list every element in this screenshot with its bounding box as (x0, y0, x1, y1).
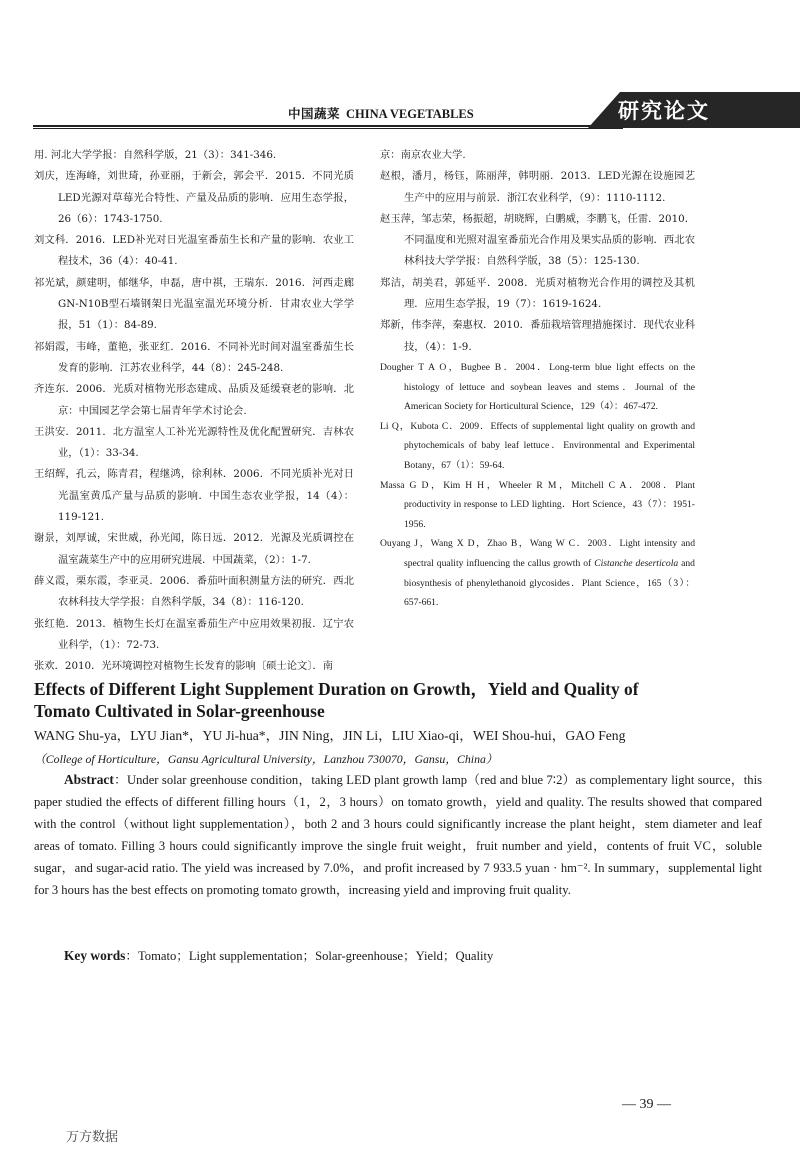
journal-name-en: CHINA VEGETABLES (346, 107, 474, 121)
abstract-text: ：Under solar greenhouse condition，taking LED plant growth lamp（red and blue 7∶2）as complementary light source，this paper studied the effects of different filling hours（1，2，3 hours）on tomato growth，yield and quality. The results showed that compared with the control（without light supplementation），both 2 and 3 hours could significantly increase the plant height，stem diameter and leaf areas of tomato. Filling 3 hours could significantly improve the single fruit weight，fruit number and yield，contents of fruit VC，soluble sugar，and sugar-acid ratio. The yield was increased by 7.0%，and profit increased by 7 933.5 yuan · hm⁻². In summary，supplemental light for 3 hours has the best effects on promoting tomato growth，increasing yield and improving fruit quality. (34, 773, 762, 897)
affiliation: （College of Horticulture，Gansu Agricultural University，Lanzhou 730070，Gansu，China） (34, 752, 498, 766)
header-rule-thin (33, 128, 623, 129)
reference-item: 刘庆，连海峰，刘世琦，孙亚丽，于新会，郭会平．2015．不同光质LED光源对草莓光合特性、产量及品质的影响．应用生态学报，26（6）：1743-1750. (34, 170, 354, 225)
reference-item: 赵根，潘月，杨钰，陈丽萍，韩明丽．2013．LED光源在设施园艺生产中的应用与前景．浙江农业科学，（9）：1110-1112. (380, 170, 695, 204)
references-left-column (34, 145, 354, 677)
reference-item: 齐连东．2006．光质对植物光形态建成、品质及延缓衰老的影响．北京：中国园艺学会第七届青年学术讨论会. (34, 383, 354, 417)
header-rule (33, 125, 623, 127)
reference-item: 京：南京农业大学. (380, 149, 466, 161)
reference-item: 刘文科．2016．LED补光对日光温室番茄生长和产量的影响．农业工程技术，36（4）：40-41. (34, 234, 354, 268)
reference-item: Dougher T A O，Bugbee B．2004．Long-term blue light effects on the histology of lettuce and soybean leaves and stems．Journal of the American Society for Horticultural Science，129（4）：467-472. (380, 361, 695, 413)
abstract (34, 769, 762, 901)
reference-item: 张欢．2010．光环境调控对植物生长发育的影响〔硕士论文〕．南 (34, 660, 334, 673)
reference-item: 张红艳．2013．植物生长灯在温室番茄生产中应用效果初报．辽宁农业科学，（1）：72-73. (34, 617, 354, 651)
watermark: 万方数据 (66, 1130, 119, 1145)
reference-text: and biosynthesis of phenylethanoid glycosides．Plant Science，165（3）：657-661. (404, 557, 695, 609)
reference-item: 谢景，刘厚诚，宋世威，孙光闻，陈日远．2012．光源及光质调控在温室蔬菜生产中的应用研究进展．中国蔬菜，（2）：1-7. (34, 532, 354, 566)
authors: WANG Shu-ya，LYU Jian*，YU Ji-hua*，JIN Ning，JIN Li，LIU Xiao-qi，WEI Shou-hui，GAO Feng (34, 728, 626, 743)
keywords-text: ：Tomato；Light supplementation；Solar-greenhouse；Yield；Quality (125, 949, 494, 963)
reference-item: Li Q，Kubota C．2009．Effects of supplemental light quality on growth and phytochemicals of baby leaf lettuce．Environmental and Experimental Botany，67（1）：59-64. (380, 420, 695, 471)
keywords-label: Key words (64, 948, 126, 963)
reference-item: 用. 河北大学学报：自然科学版，21（3）：341-346. (34, 149, 277, 161)
reference-item: 薛义霞，栗东霞，李亚灵．2006．番茄叶面积测量方法的研究．西北农林科技大学学报：自然科学版，34（8）：116-120. (34, 574, 354, 609)
abstract-label: Abstract (64, 772, 114, 787)
reference-item: 郑新，伟李萍，秦惠权．2010．番茄栽培管理措施探讨．现代农业科技，（4）：1-9. (380, 319, 695, 353)
reference-item: 祁光斌，颜建明，郁继华，申磊，唐中祺，王瑞东．2016．河西走廊GN-N10B型石墙钢架日光温室温光环境分析．甘肃农业大学学报，51（1）：84-89. (34, 276, 354, 332)
page-number: — 39 — (622, 1097, 671, 1112)
references-right-column (380, 145, 695, 613)
article-title-line1: Effects of Different Light Supplement Duration on Growth，Yield and Quality of (34, 679, 639, 699)
reference-item: 祁娟霞，韦峰，董艳，张亚红．2016．不同补光时间对温室番茄生长发育的影响．江苏农业科学，44（8）：245-248. (34, 340, 354, 374)
reference-item: 王洪安．2011．北方温室人工补光光源特性及优化配置研究．吉林农业，（1）：33-34. (34, 425, 354, 460)
reference-item: Massa G D，Kim H H，Wheeler R M，Mitchell C A．2008．Plant productivity in response to LED lighting．Hort Science，43（7）：1951-1956. (380, 479, 695, 530)
reference-item: 赵玉萍，邹志荣，杨振超，胡晓辉，白鹏威，李鹏飞，任雷．2010．不同温度和光照对温室番茄光合作用及果实品质的影响．西北农林科技大学学报：自然科学版，38（5）：125-130. (380, 212, 695, 268)
journal-header (288, 104, 474, 122)
reference-item: 王绍辉，孔云，陈青君，程继鸿，徐利林．2006．不同光质补光对日光温室黄瓜产量与品质的影响．中国生态农业学报，14（4）：119-121. (34, 468, 354, 524)
reference-text: Ouyang J，Wang X D，Zhao B，Wang W C．2003．Light intensity and spectral quality influencing the callus growth of (380, 538, 695, 569)
species-name: Cistanche deserticola (594, 557, 679, 569)
reference-item (380, 534, 695, 612)
journal-name-cn: 中国蔬菜 (288, 106, 341, 121)
article-title (34, 678, 774, 722)
keywords (34, 945, 493, 964)
section-label: 研究论文 (618, 98, 710, 123)
reference-item: 郑洁，胡美君，郭延平．2008．光质对植物光合作用的调控及其机理．应用生态学报，19（7）：1619-1624. (380, 276, 695, 311)
article-title-line2: Tomato Cultivated in Solar-greenhouse (34, 701, 325, 721)
